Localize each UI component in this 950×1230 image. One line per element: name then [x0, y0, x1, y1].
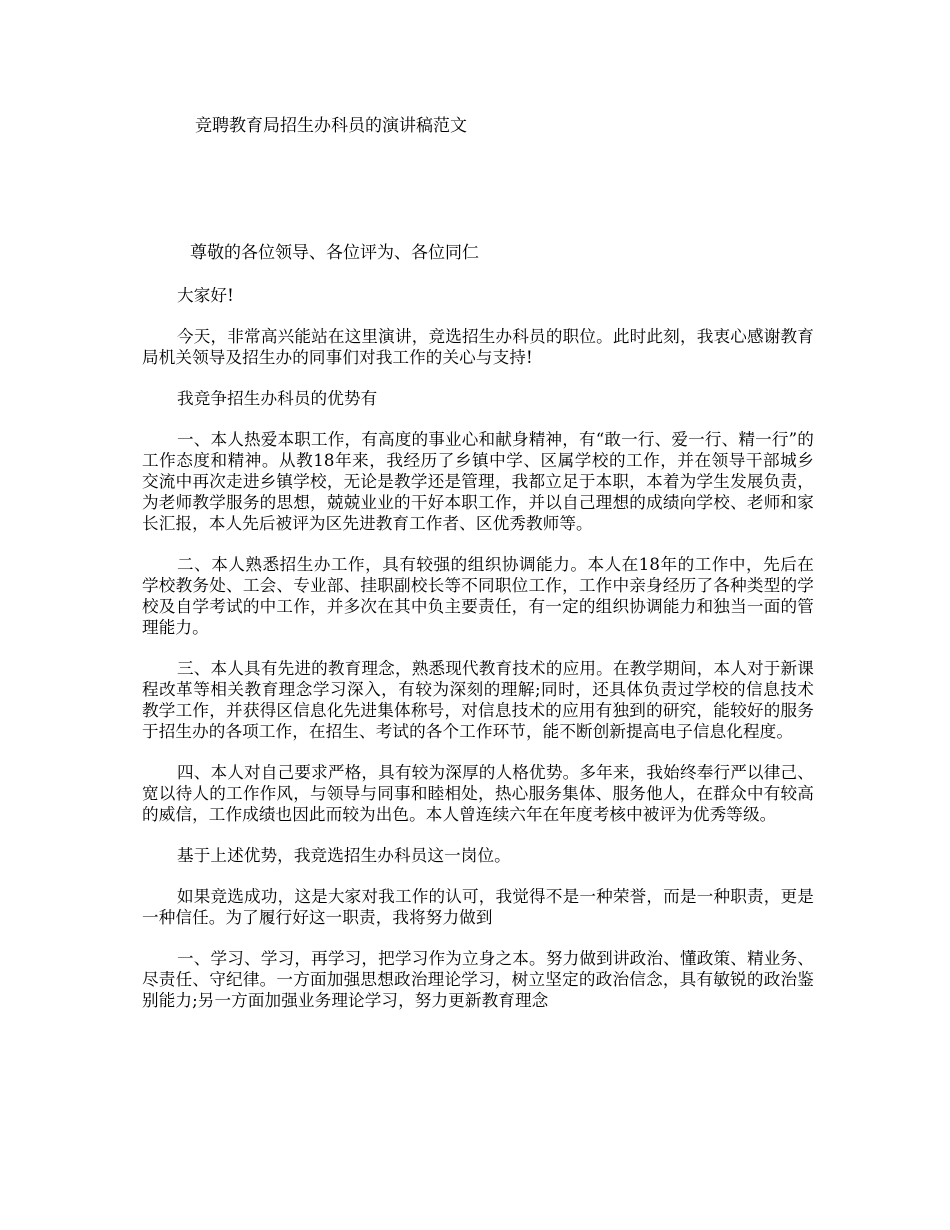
- paragraph-summary: 基于上述优势，我竞选招生办科员这一岗位。: [177, 846, 511, 865]
- paragraph-intro: 今天，非常高兴能站在这里演讲，竞选招生办科员的职位。此时此刻，我衷心感谢教育局机关领导及招生办的同事们对我工作的关心与支持!: [142, 327, 814, 367]
- paragraph-advantage-1: 一、本人热爱本职工作，有高度的事业心和献身精神，有“敢一行、爱一行、精一行”的工作态度和精神。从教18年来，我经历了乡镇中学、区属学校的工作，并在领导干部城乡交流中再次走进乡镇学校，无论是教学还是管理，我都立足于本职，本着为学生发展负责，为老师教学服务的思想，兢兢业业的干好本职工作，并以自己理想的成绩向学校、老师和家长汇报，本人先后被评为区先进教育工作者、区优秀教师等。: [142, 430, 814, 533]
- paragraph-greeting: 大家好!: [177, 286, 234, 305]
- paragraph-commitment: 如果竞选成功，这是大家对我工作的认可，我觉得不是一种荣誉，而是一种职责，更是一种信任。为了履行好这一职责，我将努力做到: [142, 887, 814, 927]
- paragraph-advantages-heading: 我竞争招生办科员的优势有: [177, 389, 378, 408]
- document-body: [142, 285, 814, 1031]
- document-title: 竞聘教育局招生办科员的演讲稿范文: [195, 116, 467, 136]
- paragraph-advantage-3: 三、本人具有先进的教育理念，熟悉现代教育技术的应用。在教学期间，本人对于新课程改革等相关教育理念学习深入，有较为深刻的理解;同时，还具体负责过学校的信息技术教学工作，并获得区信息化先进集体称号，对信息技术的应用有独到的研究，能较好的服务于招生办的各项工作，在招生、考试的各个工作环节，能不断创新提高电子信息化程度。: [142, 659, 814, 741]
- paragraph-plan-1: 一、学习、学习，再学习，把学习作为立身之本。努力做到讲政治、懂政策、精业务、尽责任、守纪律。一方面加强思想政治理论学习，树立坚定的政治信念，具有敏锐的政治鉴别能力;另一方面加强业务理论学习，努力更新教育理念: [142, 949, 814, 1010]
- salutation: 尊敬的各位领导、各位评为、各位同仁: [190, 243, 479, 263]
- paragraph-advantage-4: 四、本人对自己要求严格，具有较为深厚的人格优势。多年来，我始终奉行严以律己、宽以待人的工作作风，与领导与同事和睦相处，热心服务集体、服务他人，在群众中有较高的威信，工作成绩也因此而较为出色。本人曾连续六年在年度考核中被评为优秀等级。: [142, 763, 814, 824]
- paragraph-advantage-2: 二、本人熟悉招生办工作，具有较强的组织协调能力。本人在18年的工作中，先后在学校教务处、工会、专业部、挂职副校长等不同职位工作，工作中亲身经历了各种类型的学校及自学考试的中工作，并多次在其中负主要责任，有一定的组织协调能力和独当一面的管理能力。: [142, 555, 814, 637]
